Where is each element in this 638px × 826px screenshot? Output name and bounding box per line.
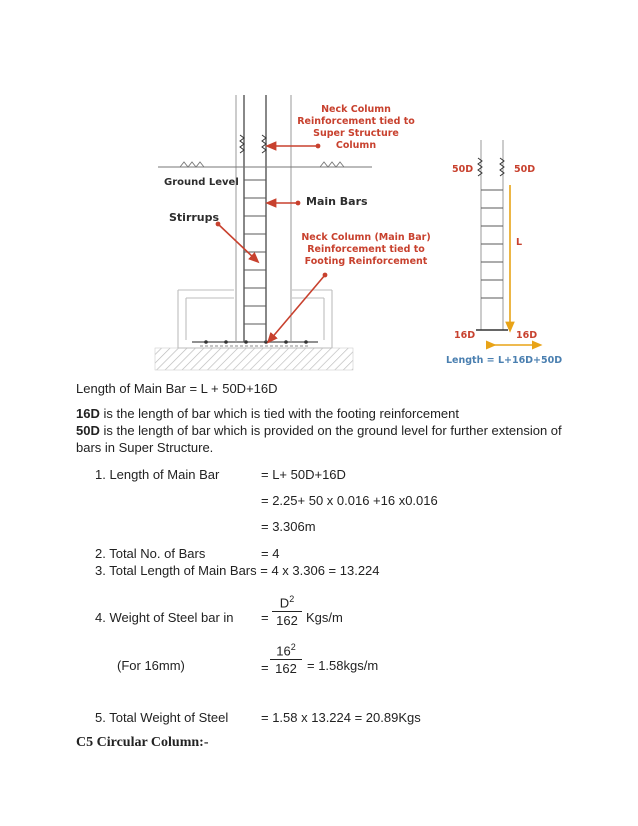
item4-num-exp: 2 [289, 594, 295, 604]
right-16d-left: 16D [454, 330, 476, 341]
item5-value: = 1.58 x 13.224 = 20.89Kgs [261, 710, 421, 725]
main-bars-label: Main Bars [306, 195, 368, 208]
diagram-drawing [0, 0, 638, 380]
item4b-fraction [270, 642, 302, 676]
column-reinforcement-diagram [0, 0, 638, 380]
ground-level-symbol-left [180, 162, 204, 167]
item1-formula: = L+ 50D+16D [261, 467, 346, 482]
neck-top-label [292, 104, 420, 152]
item1-substitution: = 2.25+ 50 x 0.016 +16 x0.016 [261, 493, 438, 508]
item1-result: = 3.306m [261, 519, 316, 534]
right-length-formula: Length = L+16D+50D [446, 355, 563, 366]
item4b-denominator: 162 [275, 661, 297, 677]
item4b-result: = 1.58kgs/m [307, 658, 379, 673]
stirrups-arrow [218, 224, 256, 260]
paragraph-50d [76, 422, 562, 439]
item4-denominator: 162 [276, 613, 298, 629]
neck-footing-label-line1: Neck Column (Main Bar) [301, 232, 431, 243]
neck-footing-label [300, 232, 432, 268]
neck-footing-label-line3: Footing Reinforcement [304, 256, 428, 267]
ground-level-symbol-right [320, 162, 344, 167]
item4-label: 4. Weight of Steel bar in [95, 610, 234, 625]
desc-16d: is the length of bar which is tied with the footing reinforcement [99, 406, 459, 421]
footing-outline [178, 290, 332, 348]
column-main-bars [244, 95, 266, 342]
paragraph-50d-cont: bars in Super Structure. [76, 440, 214, 455]
desc-50d: is the length of bar which is provided on the ground level for further extension of [99, 423, 562, 438]
paragraph-16d [76, 405, 459, 422]
item4b-num-base: 16 [276, 643, 291, 659]
item2-label: 2. Total No. of Bars [95, 546, 206, 561]
item4-numerator [272, 594, 302, 611]
soil-hatch [155, 348, 353, 370]
term-50d: 50D [76, 423, 100, 438]
section-heading: C5 Circular Column:- [76, 735, 209, 750]
right-16d-right: 16D [516, 330, 538, 341]
item4b-numerator [270, 642, 302, 659]
item4-fraction [272, 594, 302, 628]
stirrups-label: Stirrups [169, 211, 220, 224]
item4-fraction-bar [272, 611, 302, 612]
item4-num-base: D [279, 595, 290, 611]
right-bar-stirrups [481, 190, 503, 298]
neck-footing-label-line2: Reinforcement tied to [307, 244, 425, 255]
bar-break-marks [240, 135, 266, 153]
item4-unit: Kgs/m [306, 610, 343, 625]
neck-top-label-line3: Super Structure Column [313, 128, 399, 151]
right-bar-breaks [478, 158, 504, 176]
right-L-label: L [516, 237, 523, 248]
right-50d-right: 50D [514, 164, 536, 175]
item4b-equals: = [261, 660, 269, 675]
item1-label: 1. Length of Main Bar [95, 467, 220, 482]
item2-value: = 4 [261, 546, 280, 561]
item4-equals: = [261, 610, 269, 625]
neck-top-label-line1: Neck Column [321, 104, 391, 115]
item5-label: 5. Total Weight of Steel [95, 710, 229, 725]
item4b-num-exp: 2 [290, 642, 296, 652]
term-16d: 16D [76, 406, 100, 421]
item4b-fraction-bar [270, 659, 302, 660]
ground-level-label: Ground Level [164, 177, 239, 188]
right-50d-left: 50D [452, 164, 474, 175]
neck-top-label-line2: Reinforcement tied to [297, 116, 415, 127]
length-of-main-bar-line: Length of Main Bar = L + 50D+16D [76, 381, 278, 396]
item3-line: 3. Total Length of Main Bars = 4 x 3.306 = 13.224 [95, 563, 380, 578]
neck-footing-arrow [270, 275, 325, 340]
item4b-label: (For 16mm) [117, 658, 185, 673]
right-bar-outline [481, 140, 503, 330]
